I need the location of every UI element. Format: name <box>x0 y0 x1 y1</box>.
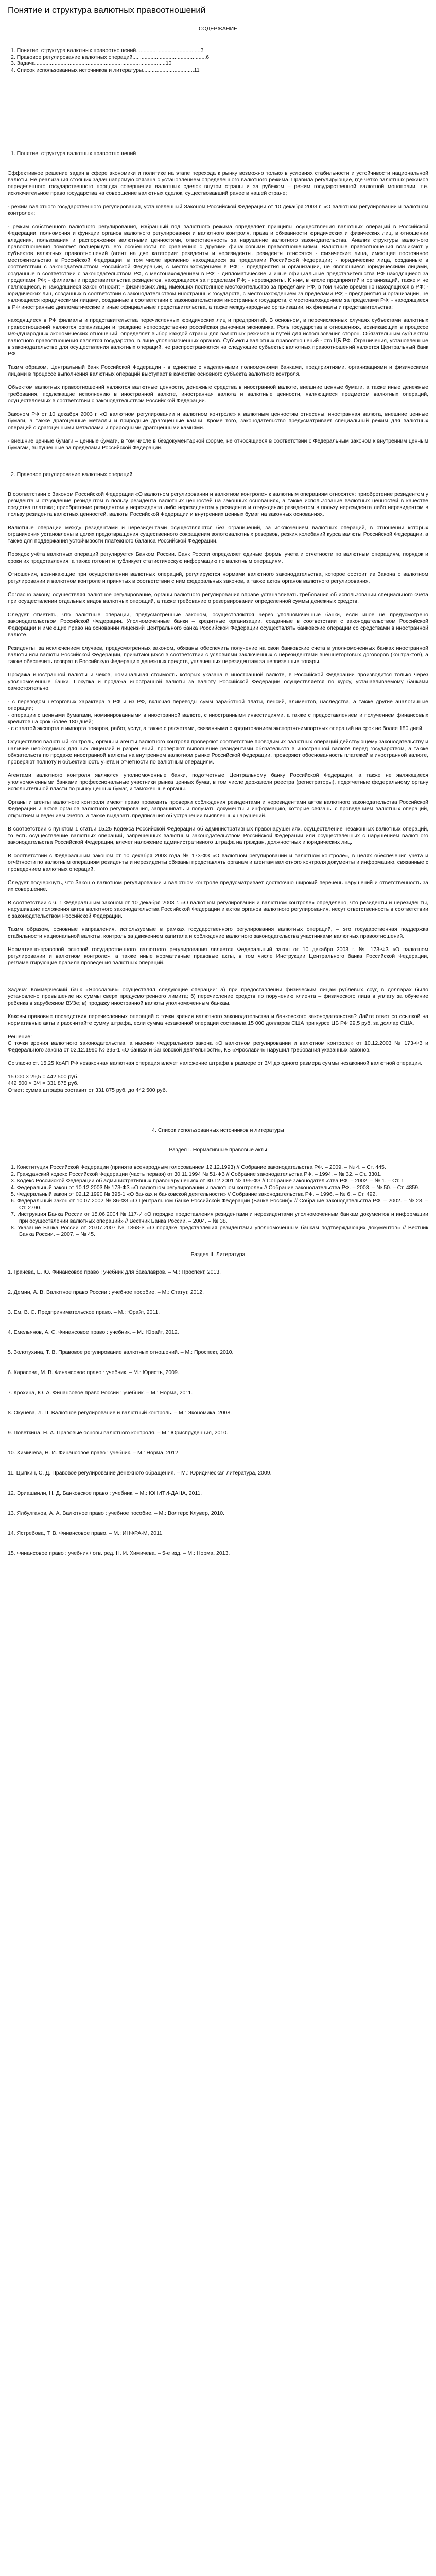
literature-item: 9. Поветкина, Н. А. Правовые основы валютного контроля. – М.: Юриспруденция, 2010. <box>8 1430 228 1436</box>
paragraph: - операции с ценными бумагами, номинированными в иностранной валюте, с иностранными инвестициями, а также с предоставлением и получением финансовых кредитов на срок более 180 дней; <box>8 712 428 725</box>
section-subheading: Раздел II. Литература <box>190 1251 246 1258</box>
document-title: Понятие и структура валютных правоотношений <box>8 5 206 15</box>
literature-item: 3. Ем, В. С. Предпринимательское право. – М.: Юрайт, 2011. <box>8 1309 160 1315</box>
paragraph: - режим валютного государственного регулирования, установленный Законом Российской Федерации от 10 декабря 2003 г. «О валютном регулировании и валютном контроле»; <box>8 204 428 216</box>
paragraph: Резиденты, за исключением случаев, предусмотренных законом, обязаны обеспечить получение на свои банковские счета в уполномоченных банках иностранной валюты или валюты Российской Федерации, причитающихся в соответствии с условиями заключенных с нерезидентами внешнеторговых договоров (контрактов), а также обеспечить возврат в Российскую Федерацию денежных средств, уплаченных нерезидентам за неввезенные товары. <box>8 645 428 665</box>
task-paragraph: Каковы правовые последствия перечисленных операций с точки зрения валютного законодательства и банковского законодательства? Дайте ответ со ссылкой на нормативные акты и рассчитайте сумму штрафа, если сумма незаконной операции составила 15 000 долларов США при курсе ЦБ РФ 29,5 руб. за доллар США. <box>8 1013 428 1026</box>
source-item: 3. Кодекс Российской Федерации об административных правонарушениях от 30.12.2001 № 195-ФЗ // Собрание законодательства РФ. – 2002. – № 1. – Ст. 1. <box>11 1178 406 1184</box>
paragraph: Валютные операции между резидентами и нерезидентами осуществляются без ограничений, за исключением валютных операций, в отношении которых ограничения установлены в целях предотвращения существенного сокращения золотовалютных резервов, резких колебаний курса валюты Российской Федерации, а также для поддержания устойчивости платежного баланса Российской Федерации. <box>8 524 428 544</box>
paragraph: Согласно закону, осуществляя валютное регулирование, органы валютного регулирования вправе устанавливать требования об использовании специального счета при осуществлении отдельных видов валютных операций, а также требование о резервировании определенной суммы денежных средств. <box>8 591 428 604</box>
paragraph: Объектом валютных правоотношений являются валютные ценности, денежные средства в иностранной валюте, внешние ценные бумаги, а также иные денежные требования, подлежащие исполнению в иностранной валюте, иностранная валюта и валютные ценности, являющиеся предметом валютных операций, осуществляемых в соответствии с законодательством Российской Федерации. <box>8 384 428 404</box>
calculation-line: 15 000 × 29,5 = 442 500 руб. <box>8 1074 79 1080</box>
paragraph: - с оплатой экспорта и импорта товаров, работ, услуг, а также с расчетами, связанными с кредитованием экспортно-импортных операций на срок не более 180 дней. <box>8 725 424 732</box>
source-item: 2. Гражданский кодекс Российской Федерации (часть первая) от 30.11.1994 № 51-ФЗ // Собрание законодательства РФ. – 1994. – № 32. – Ст. 3301. <box>11 1171 382 1177</box>
spacer <box>8 1100 428 1114</box>
calculation-block <box>8 1074 428 1094</box>
literature-item: 4. Емельянов, А. С. Финансовое право : учебник. – М.: Юрайт, 2012. <box>8 1329 179 1335</box>
toc-item[interactable]: 2. Правовое регулирование валютных операций.................................................6 <box>11 54 210 60</box>
spacer <box>8 973 428 987</box>
literature-item: 8. Окунева, Л. П. Валютное регулирование и валютный контроль. – М.: Экономика, 2008. <box>8 1410 232 1416</box>
paragraph: Агентами валютного контроля являются уполномоченные банки, подотчетные Центральному банку Российской Федерации, а также не являющиеся уполномоченными банками профессиональные участники рынка ценных бумаг, в том числе держатели реестра (регистраторы), подотчетные федеральному органу исполнительной власти по рынку ценных бумаг, и таможенные органы. <box>8 772 428 792</box>
calculation-line: 442 500 × 3/4 = 331 875 руб. <box>8 1080 79 1087</box>
literature-item: 7. Крохина, Ю. А. Финансовое право России : учебник. – М.: Норма, 2011. <box>8 1389 193 1396</box>
paragraph: Отношения, возникающие при осуществлении валютных операций, регулируются нормами валютного законодательства, которое состоит из Закона о валютном регулировании и валютном контроле и принятых в соответствии с ним федеральных законов, а также актов органов валютного регулирования. <box>8 571 428 584</box>
toc-heading: СОДЕРЖАНИЕ <box>198 26 238 32</box>
paragraph: Следует подчеркнуть, что Закон о валютном регулировании и валютном контроле предусматривает достаточно широкий перечень нарушений и ответственность за их совершение. <box>8 879 428 892</box>
literature-item: 6. Карасева, М. В. Финансовое право : учебник. – М.: Юристъ, 2009. <box>8 1369 179 1376</box>
paragraph: С точки зрения валютного законодательства, а именно Федерального закона «О валютном регулировании и валютном контроле» от 10.12.2003 № 173-ФЗ и Федерального закона от 02.12.1990 № 395-1 «О банках и банковской деятельности», КБ «Ярославич» нарушил требования указанных законов. <box>8 1040 428 1053</box>
table-of-contents <box>8 47 428 73</box>
paragraph: - с переводом неторговых характера в РФ и из РФ, включая переводы сумм заработной платы, пенсий, алиментов, наследства, а также другие аналогичные операции; <box>8 699 428 711</box>
literature-item: 14. Ястребова, Т. В. Финансовое право. – М.: ИНФРА-М, 2011. <box>8 1530 164 1536</box>
paragraph: Таким образом, основные направления, используемые в рамках государственного регулирования валютных операций, – это государственная поддержка стабильности национальной валюты, контроль за движением капитала и соблюдение валютного законодательства участниками валютных правоотношений. <box>8 926 428 939</box>
toc-item[interactable]: 4. Список использованных источников и литературы..................................11 <box>11 66 200 73</box>
section-heading: 4. Список использованных источников и литературы <box>152 1127 284 1133</box>
section-subheading: Раздел I. Нормативные правовые акты <box>169 1147 267 1153</box>
source-item: 5. Федеральный закон от 02.12.1990 № 395-1 «О банках и банковской деятельности» // Собрание законодательства РФ. – 1996. – № 6. – Ст. 492. <box>11 1191 377 1197</box>
spacer <box>8 458 428 471</box>
source-item: 6. Федеральный закон от 10.07.2002 № 86-ФЗ «О Центральном банке Российской Федерации (Банке России)» // Собрание законодательства РФ. – 2002. – № 28. – Ст. 2790. <box>11 1198 428 1211</box>
paragraph: Таким образом, Центральный банк Российской Федерации - в единстве с наделенными полномочиями банками, предприятиями, организациями и физическими лицами в процессе выполнения валютных операций выступает в качестве основного субъекта валютного контроля. <box>8 364 428 377</box>
paragraph: Следует отметить, что валютные операции, предусмотренные законом, осуществляются через уполномоченные банки, если иное не предусмотрено законодательством Российской Федерации. Уполномоченные банки – кредитные организации, созданные в соответствии с законодательством Российской Федерации и имеющие право на основании лицензий Центрального банка Российской Федерации осуществлять банковские операции со средствами в иностранной валюте. <box>8 612 428 638</box>
source-item: 7. Инструкция Банка России от 15.06.2004 № 117-И «О порядке представления резидентами и нерезидентами уполномоченным банкам документов и информации при осуществлении валютных операций» // Вестник Банка России. – 2004. – № 38. <box>11 1211 428 1224</box>
paragraph: Согласно ст. 15.25 КоАП РФ незаконная валютная операция влечет наложение штрафа в размере от 3/4 до одного размера суммы незаконной валютной операции. <box>8 1060 423 1066</box>
calculation-line: Ответ: сумма штрафа составит от 331 875 руб. до 442 500 руб. <box>8 1087 167 1093</box>
paragraph: - режим собственного валютного регулирования, избранный под валютного режима определяет принципы осуществления валютных операций в Российской Федерации, полномочия и функции органов валютного регулирования и валютного контроля, права и обязанности юридических и физических лиц, в отношении владения, пользования и распоряжения валютными ценностями, ответственность за нарушение валютного законодательства. Анализ структуры валютного правоотношения помогает подчеркнуть его особенности по сравнению с другими финансовыми правоотношениями. Валютные правоотношения возникают у субъектов валютных правоотношений (агент на две категории: резиденты и нерезиденты. резиденты относятся - физические лица, имеющие постоянное местожительство в Российской Федерации, в том числе временно находящиеся за пределами Российской Федерации; - юридические лица, созданные в соответствии с законодательством Российской Федерации, с местонахождением в РФ; - предприятия и организации, не являющиеся юридическими лицами, созданные в соответствии с законодательством РФ, с местонахождением в РФ; - дипломатические и иные официальные представительства РФ находящиеся за пределами РФ; - филиалы и представительства резидентов, находящиеся за пределами РФ; - нерезиденты. К ним, в числе предприятий и организаций, также и не являющиеся, и находящиеся Закон относит: - физических лиц, имеющих постоянное местожительство за пределами РФ, в том числе временно находящихся в РФ; - юридических лиц, созданных в соответствии с законодательством иностранных государств, с местонахождением за пределами РФ; - предприятия и организации, не являющиеся юридическими лицами, созданные в соответствии с законодательством иностранных государств, с местонахождением за пределами РФ; - находящиеся в РФ иностранные дипломатические и иные официальные представительства, а также международные организации, их филиалы и представительства; <box>8 224 428 310</box>
literature-item: 11. Цыпкин, С. Д. Правовое регулирование денежного обращения. – М.: Юридическая литература, 2009. <box>8 1470 272 1476</box>
literature-item: 12. Эриашвили, Н. Д. Банковское право : учебник. – М.: ЮНИТИ-ДАНА, 2011. <box>8 1490 202 1496</box>
task-paragraph: Задача: Коммерческий банк «Ярославич» осуществлял следующие операции: а) при предоставлении физическим лицам рублевых ссуд в долларах было установлено превышение их суммы сверх предусмотренного лимита; б) перечисление средств по поручению клиента – физического лица в уплату за обучение ребенка в зарубежном ВУЗе; в) продажу иностранной валюты уполномоченным банкам. <box>8 987 428 1006</box>
solution-heading: Решение: <box>8 1033 32 1040</box>
literature-item: 1. Грачева, Е. Ю. Финансовое право : учебник для бакалавров. – М.: Проспект, 2013. <box>8 1269 221 1275</box>
literature-item: 15. Финансовое право : учебник / отв. ред. Н. И. Химичева. – 5-е изд. – М.: Норма, 2013. <box>8 1550 230 1556</box>
spacer <box>8 94 428 150</box>
toc-item[interactable]: 1. Понятие, структура валютных правоотношений...........................................3 <box>11 47 204 54</box>
literature-item: 13. Ялбулганов, А. А. Валютное право : учебное пособие. – М.: Волтерс Клувер, 2010. <box>8 1510 224 1516</box>
paragraph: Органы и агенты валютного контроля имеют право проводить проверки соблюдения резидентами и нерезидентами актов валютного законодательства Российской Федерации и актов органов валютного регулирования, запрашивать и получать документы и информацию, которые связаны с проведением валютных операций, открытием и ведением счетов, а также выдавать предписания об устранении выявленных нарушений. <box>8 799 428 819</box>
paragraph: В соответствии с ч. 1 Федеральным законом от 10 декабря 2003 г. «О валютном регулировании и валютном контроле» определено, что резиденты и нерезиденты, нарушившие положения актов валютного законодательства Российской Федерации и актов органов валютного регулирования, несут ответственность в соответствии с законодательством Российской Федерации. <box>8 900 428 919</box>
paragraph: Законом РФ от 10 декабря 2003 г. «О валютном регулировании и валютном контроле» к валютным ценностям отнесены: иностранная валюта, внешние ценные бумаги, а также драгоценные металлы и природные драгоценные камни. Кроме того, законодательство предусматривает специальный режим для валютных операций с драгоценными металлами и природными драгоценными камнями. <box>8 411 428 431</box>
source-item: 8. Указание Банка России от 20.07.2007 № 1868-У «О порядке представления резидентами уполномоченным банкам подтверждающих документов» // Вестник Банка России. – 2007. – № 45. <box>11 1225 428 1238</box>
paragraph: Эффективное решение задач в сфере экономики и политике на этапе перехода к рынку возможно только в условиях стабильности и устойчивости национальной валюты. Не реализация стоящих задач напрямую связана с установлением определенного валютного режима. Правила регулирующие, где четко валютных режимов определенного государственного порядка совершения валютных сделок внутри страны и за рубежом – режим государственной валютной монополии, т.е. исключительное право государства на совершение валютных сделок, существовавший ранее в нашей стране; <box>8 170 428 196</box>
paragraph: Нормативно-правовой основой государственного валютного регулирования является Федеральный закон от 10 декабря 2003 г. № 173-ФЗ «О валютном регулировании и валютном контроле», а также иные нормативные правовые акты, в том числе Инструкции Центрального банка Российской Федерации, регламентирующие правила проведения валютных операций. <box>8 946 428 966</box>
literature-item: 5. Золотухина, Т. В. Правовое регулирование валютных отношений. – М.: Проспект, 2010. <box>8 1349 234 1355</box>
literature-item: 2. Демин, А. В. Валютное право России : учебное пособие. – М.: Статут, 2012. <box>8 1289 204 1295</box>
paragraph: - внешние ценные бумаги – ценные бумаги, в том числе в бездокументарной форме, не относящиеся в соответствии с Федеральным законом к внутренним ценным бумагам, выпущенные за пределами Российской Федерации. <box>8 438 428 451</box>
paragraph: находящиеся в РФ филиалы и представительства перечисленных юридических лиц и предприятий. В основном, в перечисленных случаях субъектами валютных правоотношений являются организации и граждане непосредственно российская рыночная экономика. Роль государства в отношениях, возникающих в процессе международных экономических отношений, определяет выбор каждой страны для валютных режимов и путей для использования сторон. Обязательным субъектом валютного правоотношения является государство, в лице уполномоченных органов. Субъекты валютных правоотношений - это ЦБ РФ. Ограничения, установленные в законодательстве для осуществления валютных операций, не распространяются на следующие субъекты: валютных правоотношений является Центральный банк РФ. <box>8 317 428 357</box>
paragraph: Продажа иностранной валюты и чеков, номинальная стоимость которых указана в иностранной валюте, в Российской Федерации производится только через уполномоченные банки. Покупка и продажа иностранной валюты за валюту Российской Федерации осуществляется по курсу, устанавливаемому банками самостоятельно. <box>8 672 428 691</box>
source-item: 1. Конституция Российской Федерации (принята всенародным голосованием 12.12.1993) // Собрание законодательства РФ. – 2009. – № 4. – Ст. 445. <box>11 1164 386 1171</box>
paragraph: В соответствии с Законом Российской Федерации «О валютном регулировании и валютном контроле» к валютным операциям относятся: приобретение резидентом у резидента и отчуждение резидентом в пользу резидента валютных ценностей на законных основаниях, а также использование валютных ценностей в качестве средства платежа; приобретение резидентом у нерезидента либо нерезидентом у резидента и отчуждение резидентом в пользу нерезидента либо нерезидентом в пользу резидента валютных ценностей, валюты Российской Федерации и внутренних ценных бумаг на законных основаниях. <box>8 491 428 517</box>
paragraph: Порядок учёта валютных операций регулируется Банком России. Банк России определяет единые формы учета и отчетности по валютным операциям, порядок и сроки их представления, а также готовит и публикует статистическую информацию по валютным операциям. <box>8 551 428 564</box>
paragraph: В соответствии с Федеральным законом от 10 декабря 2003 года № 173-ФЗ «О валютном регулировании и валютном контроле», в целях обеспечения учёта и отчётности по валютным операциям резиденты и нерезиденты обязаны представлять органам и агентам валютного контроля документы и информацию, связанные с проведением валютных операций. <box>8 853 428 872</box>
paragraph: Осуществляя валютный контроль, органы и агенты валютного контроля проверяют соответствие проводимых валютных операций действующему законодательству и наличие необходимых для них лицензий и разрешений, проверяют выполнение резидентами обязательств в иностранной валюте перед государством, а также обязательств по продаже иностранной валюты на внутреннем валютном рынке Российской Федерации, проверяют обоснованность платежей в иностранной валюте, проверяют полноту и объективность учета и отчетности по валютным операциям. <box>8 739 428 765</box>
paragraph: В соответствии с пунктом 1 статьи 15.25 Кодекса Российской Федерации об административных правонарушениях, осуществление незаконных валютных операций, то есть осуществление валютных операций, запрещенных валютным законодательством Российской Федерации или осуществленных с нарушением валютного законодательства Российской Федерации, влечет наложение административного штрафа на граждан, должностных и юридических лиц. <box>8 826 428 845</box>
section-heading: 2. Правовое регулирование валютных операций <box>11 471 133 478</box>
sources-list <box>8 1164 428 1238</box>
section-heading: 1. Понятие, структура валютных правоотношений <box>11 150 136 157</box>
literature-item: 10. Химичева, Н. И. Финансовое право : учебник. – М.: Норма, 2012. <box>8 1450 180 1456</box>
toc-item[interactable]: 3. Задача.......................................................................................10 <box>11 60 172 66</box>
source-item: 4. Федеральный закон от 10.12.2003 № 173-ФЗ «О валютном регулировании и валютном контроле» // Собрание законодательства РФ. – 2003. – № 50. – Ст. 4859. <box>11 1184 420 1191</box>
